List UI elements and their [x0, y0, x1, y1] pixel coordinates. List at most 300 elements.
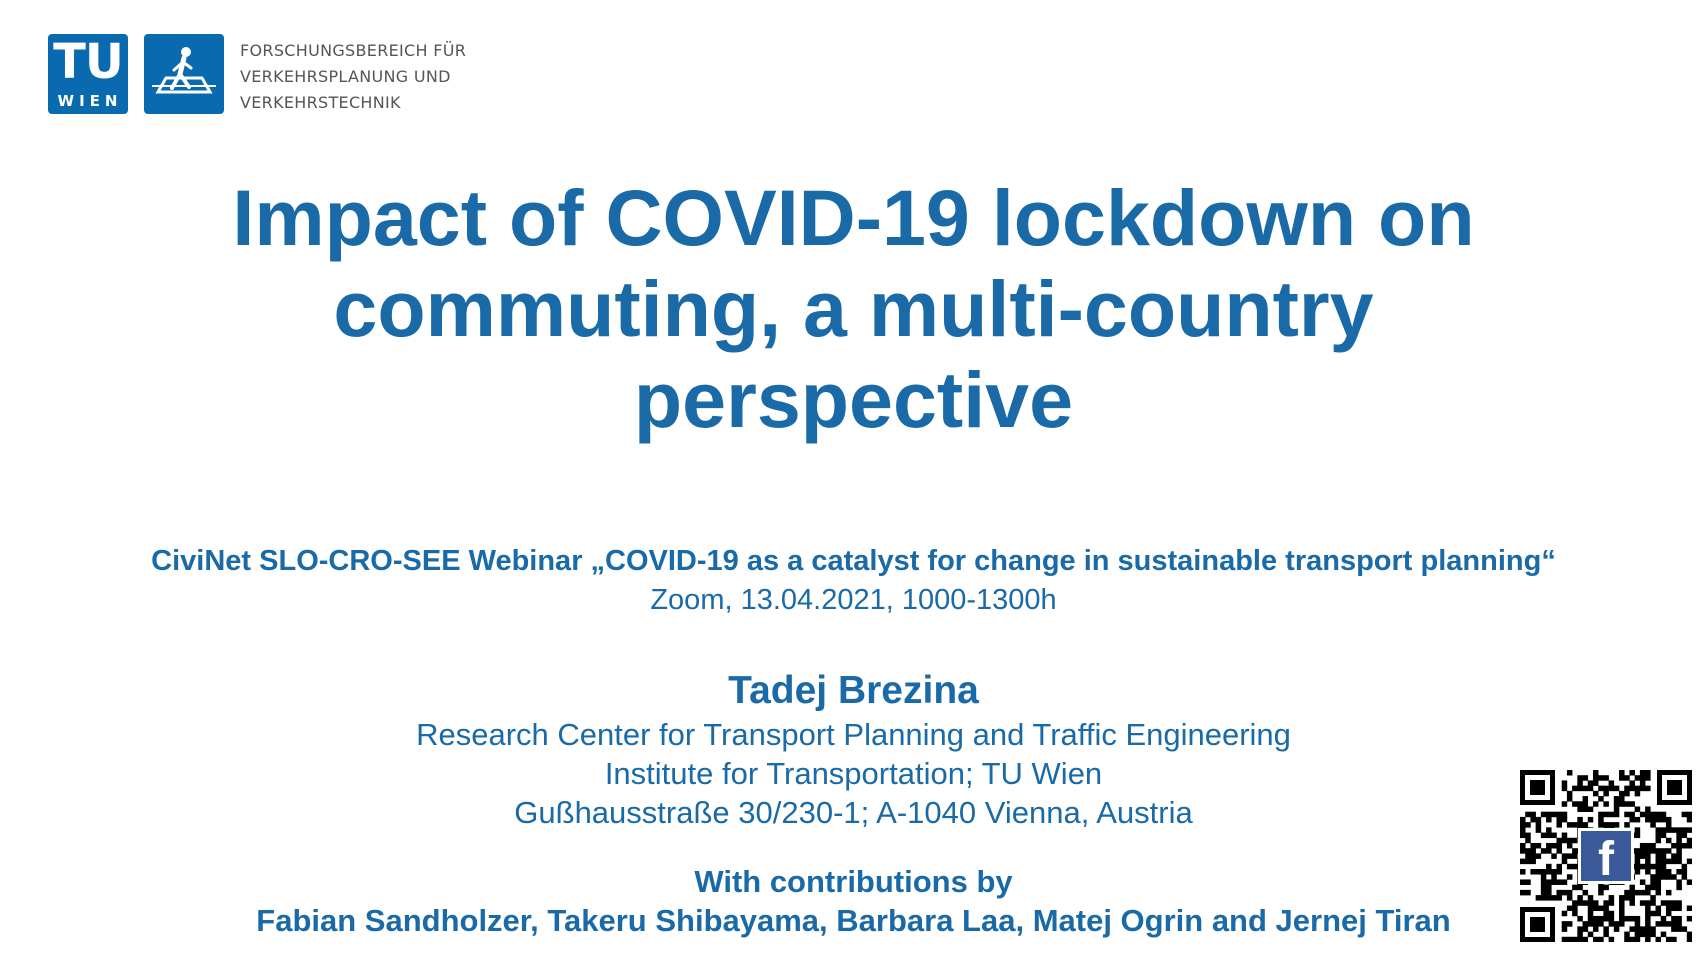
qr-module	[1687, 859, 1692, 865]
qr-module	[1583, 786, 1589, 792]
qr-module	[1635, 890, 1641, 896]
qr-module	[1645, 900, 1651, 906]
qr-module	[1593, 775, 1599, 781]
qr-module	[1666, 906, 1672, 912]
qr-module	[1520, 859, 1526, 865]
qr-module	[1562, 890, 1568, 896]
qr-module	[1629, 890, 1635, 896]
qr-module	[1619, 900, 1625, 906]
qr-module	[1671, 874, 1677, 880]
qr-module	[1635, 937, 1641, 942]
qr-module	[1546, 890, 1552, 896]
qr-module	[1598, 812, 1604, 818]
qr-module	[1661, 859, 1667, 865]
qr-module	[1567, 864, 1573, 870]
qr-module	[1577, 895, 1583, 901]
qr-module	[1666, 859, 1672, 865]
qr-module	[1525, 853, 1531, 859]
qr-module	[1624, 895, 1630, 901]
qr-module	[1635, 864, 1641, 870]
department-name	[240, 38, 466, 116]
qr-module	[1609, 812, 1615, 818]
qr-module	[1609, 780, 1615, 786]
qr-module	[1656, 885, 1662, 891]
qr-module	[1682, 874, 1688, 880]
department-logo	[144, 34, 224, 114]
qr-module	[1520, 822, 1526, 828]
qr-module	[1551, 812, 1557, 818]
qr-module	[1572, 853, 1578, 859]
qr-module	[1645, 864, 1651, 870]
qr-module	[1645, 932, 1651, 938]
qr-module	[1567, 890, 1573, 896]
department-line-3: VERKEHRSTECHNIK	[240, 93, 401, 112]
qr-module	[1682, 827, 1688, 833]
qr-module	[1640, 879, 1646, 885]
qr-module	[1588, 780, 1594, 786]
qr-module	[1525, 838, 1531, 844]
qr-module	[1671, 921, 1677, 927]
qr-module	[1603, 932, 1609, 938]
qr-module	[1671, 859, 1677, 865]
qr-module	[1593, 900, 1599, 906]
qr-module	[1583, 937, 1589, 942]
qr-module	[1572, 885, 1578, 891]
qr-module	[1645, 926, 1651, 932]
qr-module	[1619, 801, 1625, 807]
qr-module	[1656, 906, 1662, 912]
qr-module	[1603, 822, 1609, 828]
qr-module	[1536, 817, 1542, 823]
qr-module	[1525, 890, 1531, 896]
facebook-icon	[1578, 828, 1634, 886]
affiliation-line-2: Institute for Transportation; TU Wien	[604, 756, 1103, 791]
qr-module	[1567, 937, 1573, 942]
qr-module	[1656, 833, 1662, 839]
qr-module	[1536, 895, 1542, 901]
qr-module	[1541, 874, 1547, 880]
qr-module	[1661, 817, 1667, 823]
qr-module	[1603, 906, 1609, 912]
qr-module	[1624, 937, 1630, 942]
qr-module	[1525, 848, 1531, 854]
qr-module	[1650, 817, 1656, 823]
qr-module	[1536, 822, 1542, 828]
qr-module	[1546, 817, 1552, 823]
qr-module	[1572, 906, 1578, 912]
qr-module	[1614, 796, 1620, 802]
qr-module	[1676, 853, 1682, 859]
qr-module	[1629, 900, 1635, 906]
qr-module	[1562, 817, 1568, 823]
qr-module	[1593, 780, 1599, 786]
qr-module	[1546, 833, 1552, 839]
qr-module	[1635, 921, 1641, 927]
qr-module	[1640, 848, 1646, 854]
qr-module	[1640, 812, 1646, 818]
qr-module	[1640, 775, 1646, 781]
qr-module	[1635, 791, 1641, 797]
qr-module	[1525, 859, 1531, 865]
qr-module	[1687, 838, 1692, 844]
qr-module	[1624, 932, 1630, 938]
qr-module	[1583, 806, 1589, 812]
qr-module	[1635, 848, 1641, 854]
qr-module	[1609, 895, 1615, 901]
qr-module	[1671, 926, 1677, 932]
qr-module	[1577, 780, 1583, 786]
qr-module	[1556, 812, 1562, 818]
qr-module	[1666, 937, 1672, 942]
qr-module	[1635, 859, 1641, 865]
qr-module	[1546, 827, 1552, 833]
qr-module	[1588, 921, 1594, 927]
qr-module	[1572, 937, 1578, 942]
author-name: Tadej Brezina	[728, 669, 979, 712]
qr-module	[1562, 838, 1568, 844]
qr-module	[1650, 843, 1656, 849]
qr-module	[1546, 812, 1552, 818]
qr-module	[1588, 895, 1594, 901]
qr-module	[1666, 869, 1672, 875]
qr-module	[1687, 932, 1692, 938]
qr-module	[1536, 853, 1542, 859]
qr-module	[1536, 869, 1542, 875]
qr-finder-bottom-left	[1520, 907, 1555, 942]
qr-module	[1661, 853, 1667, 859]
qr-module	[1676, 833, 1682, 839]
qr-module	[1645, 806, 1651, 812]
qr-module	[1661, 900, 1667, 906]
qr-module	[1640, 926, 1646, 932]
qr-module	[1614, 921, 1620, 927]
qr-module	[1656, 827, 1662, 833]
qr-module	[1676, 879, 1682, 885]
qr-module	[1577, 900, 1583, 906]
qr-module	[1666, 822, 1672, 828]
qr-module	[1635, 775, 1641, 781]
qr-module	[1645, 906, 1651, 912]
qr-module	[1645, 911, 1651, 917]
qr-module	[1577, 801, 1583, 807]
qr-module	[1629, 786, 1635, 792]
qr-module	[1598, 890, 1604, 896]
qr-module	[1520, 869, 1526, 875]
event-details: Zoom, 13.04.2021, 1000-1300h	[650, 584, 1057, 616]
qr-module	[1682, 843, 1688, 849]
qr-module	[1588, 911, 1594, 917]
qr-module	[1666, 817, 1672, 823]
qr-module	[1635, 916, 1641, 922]
qr-module	[1671, 900, 1677, 906]
qr-module	[1645, 921, 1651, 927]
contributors-list: Fabian Sandholzer, Takeru Shibayama, Barbara Laa, Matej Ogrin and Jernej Tiran	[256, 903, 1451, 938]
qr-module	[1619, 791, 1625, 797]
qr-module	[1583, 796, 1589, 802]
qr-module	[1640, 853, 1646, 859]
qr-module	[1530, 843, 1536, 849]
qr-module	[1609, 786, 1615, 792]
qr-module	[1567, 822, 1573, 828]
qr-module	[1661, 833, 1667, 839]
qr-module	[1598, 937, 1604, 942]
qr-module	[1645, 812, 1651, 818]
qr-module	[1629, 780, 1635, 786]
qr-module	[1656, 890, 1662, 896]
qr-module	[1541, 879, 1547, 885]
qr-module	[1556, 879, 1562, 885]
qr-module	[1603, 775, 1609, 781]
qr-module	[1666, 827, 1672, 833]
qr-module	[1619, 770, 1625, 776]
qr-module	[1551, 833, 1557, 839]
qr-module	[1629, 937, 1635, 942]
qr-module	[1541, 869, 1547, 875]
qr-module	[1546, 869, 1552, 875]
qr-module	[1567, 874, 1573, 880]
qr-module	[1656, 859, 1662, 865]
qr-module	[1671, 906, 1677, 912]
qr-module	[1567, 796, 1573, 802]
qr-module	[1640, 770, 1646, 776]
qr-module	[1645, 869, 1651, 875]
qr-finder-top-left	[1520, 770, 1555, 805]
qr-module	[1676, 916, 1682, 922]
qr-module	[1687, 843, 1692, 849]
qr-module	[1598, 822, 1604, 828]
tu-wien-logo	[48, 34, 128, 114]
affiliation-line-1: Research Center for Transport Planning and Traffic Engineering	[416, 717, 1291, 752]
qr-module	[1656, 864, 1662, 870]
title-line-2: commuting, a multi-country	[333, 264, 1374, 353]
qr-module	[1629, 926, 1635, 932]
qr-module	[1661, 864, 1667, 870]
qr-module	[1614, 812, 1620, 818]
qr-module	[1556, 822, 1562, 828]
qr-module	[1682, 869, 1688, 875]
qr-module	[1551, 895, 1557, 901]
qr-module	[1546, 879, 1552, 885]
qr-module	[1583, 890, 1589, 896]
qr-module	[1645, 848, 1651, 854]
qr-module	[1567, 895, 1573, 901]
qr-module	[1635, 853, 1641, 859]
qr-module	[1577, 885, 1583, 891]
qr-module	[1682, 833, 1688, 839]
qr-module	[1583, 921, 1589, 927]
qr-module	[1619, 906, 1625, 912]
qr-module	[1541, 833, 1547, 839]
qr-module	[1624, 812, 1630, 818]
qr-module	[1546, 885, 1552, 891]
qr-module	[1676, 843, 1682, 849]
qr-module	[1671, 827, 1677, 833]
qr-module	[1656, 848, 1662, 854]
qr-module	[1645, 817, 1651, 823]
qr-module	[1650, 900, 1656, 906]
qr-module	[1687, 812, 1692, 818]
author-affiliation	[0, 715, 1707, 832]
qr-module	[1682, 864, 1688, 870]
qr-module	[1676, 848, 1682, 854]
qr-module	[1650, 895, 1656, 901]
qr-module	[1556, 843, 1562, 849]
qr-module	[1640, 890, 1646, 896]
qr-module	[1603, 926, 1609, 932]
qr-module	[1609, 921, 1615, 927]
qr-module	[1567, 906, 1573, 912]
qr-module	[1598, 786, 1604, 792]
qr-code[interactable]	[1520, 770, 1692, 942]
qr-module	[1577, 786, 1583, 792]
qr-module	[1541, 812, 1547, 818]
qr-module	[1650, 932, 1656, 938]
pedestrian-crossing-icon	[144, 34, 224, 114]
qr-module	[1562, 926, 1568, 932]
qr-module	[1640, 932, 1646, 938]
department-line-1: FORSCHUNGSBEREICH FÜR	[240, 41, 467, 60]
qr-module	[1629, 885, 1635, 891]
qr-module	[1656, 911, 1662, 917]
qr-module	[1598, 916, 1604, 922]
qr-module	[1588, 906, 1594, 912]
qr-module	[1619, 895, 1625, 901]
qr-module	[1645, 890, 1651, 896]
qr-module	[1588, 806, 1594, 812]
qr-module	[1609, 911, 1615, 917]
qr-module	[1551, 869, 1557, 875]
qr-module	[1624, 801, 1630, 807]
qr-module	[1650, 874, 1656, 880]
qr-module	[1614, 786, 1620, 792]
qr-finder-top-right	[1657, 770, 1692, 805]
qr-module	[1556, 848, 1562, 854]
qr-module	[1562, 911, 1568, 917]
qr-module	[1536, 843, 1542, 849]
contributions-label: With contributions by	[694, 864, 1013, 899]
qr-module	[1687, 817, 1692, 823]
qr-module	[1541, 890, 1547, 896]
qr-module	[1687, 879, 1692, 885]
qr-module	[1676, 921, 1682, 927]
qr-module	[1572, 838, 1578, 844]
qr-module	[1530, 869, 1536, 875]
qr-module	[1603, 791, 1609, 797]
qr-module	[1635, 817, 1641, 823]
qr-module	[1562, 859, 1568, 865]
qr-module	[1619, 921, 1625, 927]
qr-module	[1551, 853, 1557, 859]
qr-module	[1619, 911, 1625, 917]
qr-module	[1666, 874, 1672, 880]
qr-module	[1562, 921, 1568, 927]
qr-module	[1593, 770, 1599, 776]
qr-module	[1546, 848, 1552, 854]
qr-module	[1556, 864, 1562, 870]
qr-module	[1583, 822, 1589, 828]
title-line-3: perspective	[633, 355, 1074, 444]
qr-module	[1635, 827, 1641, 833]
qr-module	[1525, 833, 1531, 839]
qr-module	[1577, 806, 1583, 812]
qr-module	[1666, 911, 1672, 917]
qr-module	[1635, 926, 1641, 932]
qr-module	[1551, 874, 1557, 880]
qr-module	[1676, 827, 1682, 833]
qr-module	[1603, 911, 1609, 917]
qr-module	[1583, 775, 1589, 781]
qr-module	[1603, 801, 1609, 807]
qr-module	[1567, 921, 1573, 927]
qr-module	[1520, 848, 1526, 854]
qr-module	[1656, 869, 1662, 875]
qr-module	[1629, 770, 1635, 776]
qr-module	[1598, 921, 1604, 927]
qr-module	[1671, 853, 1677, 859]
affiliation-line-3: Gußhausstraße 30/230-1; A-1040 Vienna, Austria	[514, 795, 1193, 830]
qr-module	[1562, 853, 1568, 859]
qr-module	[1525, 822, 1531, 828]
qr-module	[1614, 806, 1620, 812]
qr-module	[1593, 937, 1599, 942]
qr-module	[1609, 937, 1615, 942]
qr-module	[1593, 916, 1599, 922]
qr-module	[1635, 833, 1641, 839]
qr-module	[1572, 864, 1578, 870]
qr-module	[1572, 801, 1578, 807]
qr-module	[1530, 812, 1536, 818]
qr-module	[1520, 827, 1526, 833]
qr-module	[1656, 853, 1662, 859]
qr-module	[1650, 848, 1656, 854]
qr-module	[1629, 895, 1635, 901]
qr-module	[1530, 859, 1536, 865]
qr-module	[1645, 853, 1651, 859]
qr-module	[1661, 812, 1667, 818]
qr-module	[1551, 843, 1557, 849]
qr-module	[1562, 801, 1568, 807]
qr-module	[1650, 822, 1656, 828]
qr-module	[1520, 879, 1526, 885]
qr-module	[1588, 932, 1594, 938]
qr-module	[1520, 843, 1526, 849]
qr-module	[1614, 822, 1620, 828]
qr-module	[1661, 848, 1667, 854]
qr-module	[1562, 812, 1568, 818]
qr-module	[1603, 900, 1609, 906]
qr-module	[1556, 890, 1562, 896]
qr-module	[1656, 921, 1662, 927]
qr-module	[1520, 833, 1526, 839]
qr-module	[1609, 900, 1615, 906]
qr-module	[1556, 817, 1562, 823]
qr-module	[1650, 926, 1656, 932]
qr-module	[1656, 879, 1662, 885]
qr-module	[1666, 900, 1672, 906]
qr-module	[1593, 906, 1599, 912]
qr-module	[1572, 786, 1578, 792]
qr-module	[1525, 879, 1531, 885]
qr-module	[1546, 843, 1552, 849]
qr-module	[1562, 780, 1568, 786]
facebook-letter: f	[1598, 833, 1614, 886]
qr-module	[1661, 874, 1667, 880]
qr-module	[1640, 900, 1646, 906]
qr-module	[1645, 775, 1651, 781]
qr-module	[1656, 817, 1662, 823]
qr-module	[1577, 937, 1583, 942]
qr-module	[1598, 906, 1604, 912]
